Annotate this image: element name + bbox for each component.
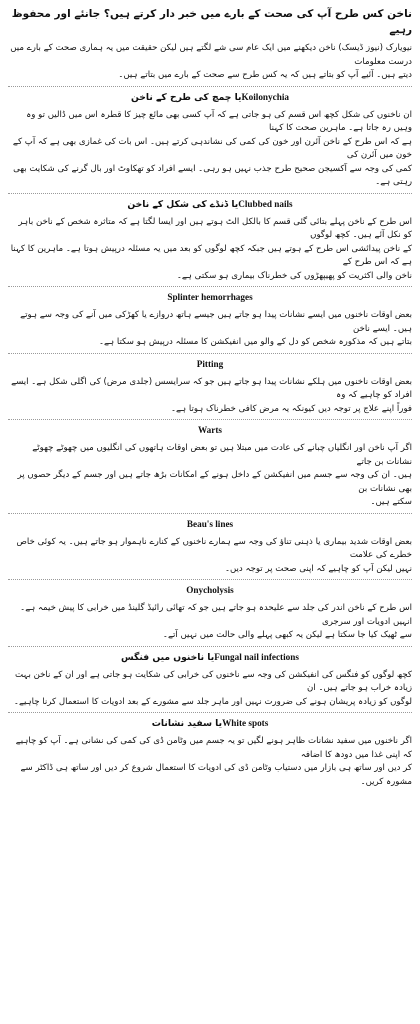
intro-line: نیویارک (نیوز ڈیسک) ناخن دیکھنے میں ایک عام سی شے لگتے ہیں لیکن حقیقت میں یہ ہماری صحت کے بارے میں درست معلومات	[10, 43, 412, 67]
paragraph-line: بعض اوقات ناخنوں میں ہلکے نشانات پیدا ہو جاتے ہیں جو کہ سرایسس (جلدی مرض) کی اگلی شکل ہے۔ ایسے افراد کو چاہیے کہ وہ	[11, 376, 412, 400]
paragraph-line: ہیں۔ ان کی وجہ سے جسم میں انفیکشن کے داخل ہونے کے امکانات بڑھ جاتے ہیں اور جسم کے دیگر حصوں پر بھی نشانات بن	[17, 470, 412, 494]
section-heading	[8, 423, 412, 438]
paragraph-line: فوراً اپنے علاج پر توجہ دیں کیونکہ یہ مرض کافی خطرناک ہوتا ہے۔	[171, 403, 412, 414]
paragraph-line: اس طرح کے ناخن پہلے بتائی گئی قسم کا بالکل الٹ ہوتے ہیں اور ایسا لگتا ہے کہ متاثرہ شخص کے ناخن باہر کو نکل آئے ہیں۔ کچھ لوگوں	[18, 216, 412, 240]
divider	[8, 193, 412, 194]
divider	[8, 353, 412, 354]
section-heading-en: Pitting	[196, 358, 224, 369]
section-heading	[8, 197, 412, 212]
divider	[8, 579, 412, 580]
section-heading	[8, 357, 412, 372]
divider	[8, 712, 412, 713]
section-heading-en: Splinter hemorrhages	[167, 292, 253, 302]
paragraph-line: کچھ لوگوں کو فنگس کی انفیکشن کی وجہ سے ناخنوں کی خرابی کی شکایت ہو جاتی ہے اور ان کے ناخن بہت زیادہ خراب ہو جاتے ہیں۔ ان	[14, 669, 412, 693]
section-heading	[8, 517, 412, 532]
paragraph-line: بتاتے ہیں کہ مذکورہ شخص کو دل کے والو میں انفیکشن کا مسئلہ درپیش ہو سکتا ہے۔	[99, 337, 412, 347]
section-warts	[8, 423, 412, 510]
divider	[8, 513, 412, 514]
section-heading-ur: یا سفید نشانات	[151, 718, 223, 729]
intro-line: دیتے ہیں۔ آئیے آپ کو بتاتے ہیں کہ یہ کس طرح سے صحت کے بارے میں بتاتے ہیں۔	[118, 70, 412, 80]
section-onycholysis	[8, 583, 412, 643]
divider	[8, 419, 412, 420]
section-heading-en: Warts	[198, 425, 222, 435]
paragraph-line: اگر ناخنوں میں سفید نشانات ظاہر ہونے لگیں تو یہ جسم میں وٹامن ڈی کی کمی کی نشانی ہے۔ آپ کو چاہیے کہ اپنی غذا میں دودھ کا اضافہ	[15, 736, 412, 760]
section-heading-ur: یا ڈنڈے کی شکل کے ناخن	[127, 198, 239, 210]
section-pitting	[8, 357, 412, 417]
paragraph-line: بعض اوقات ناخنوں میں ایسے نشانات پیدا ہو جاتے ہیں جیسے ہاتھ دروازے یا کھڑکی میں آنے کی وجہ سے ہوتے ہیں۔ ایسے ناخن	[20, 310, 412, 334]
section-koilonychia	[8, 90, 412, 190]
section-white-spots	[8, 716, 412, 789]
section-heading	[8, 290, 412, 305]
paragraph-line: ان ناخنوں کی شکل کچھ اس قسم کی ہو جاتی ہے کہ آپ کسی بھی مائع چیز کا قطرہ اس میں ڈالیں تو وہ وہیں رہ جاتا ہے۔ ماہرین صحت کا کہنا	[26, 109, 412, 133]
paragraph-line: سکتے ہیں۔	[370, 497, 412, 507]
paragraph-line: اس طرح کے ناخن اندر کی جلد سے علیحدہ ہو جاتے ہیں جو کہ تھائی رائیڈ گلینڈ میں خرابی کا پیش خیمہ ہے۔ انہیں ادویات اور سرجری	[20, 603, 412, 627]
section-heading	[8, 650, 412, 665]
section-splinter-hemorrhages	[8, 290, 412, 350]
paragraph-line: کر دیں اور ساتھ ہی بازار میں دستیاب وٹامن ڈی کی ادویات کا استعمال شروع کر دیں اور ساتھ ہی ڈاکٹر سے مشورہ کریں۔	[20, 763, 412, 787]
section-heading-en: White spots	[222, 718, 269, 728]
divider	[8, 646, 412, 647]
paragraph-line: بعض اوقات شدید بیماری یا ذہنی تناؤ کی وجہ سے ہمارے ناخنوں کے کنارے ناہموار ہو جاتے ہیں۔ یہ کوئی خاص خطرے کی علامت	[16, 536, 412, 560]
article-title: ناخن کس طرح آپ کی صحت کے بارے میں خبر دار کرتے ہیں؟ جانئے اور محفوظ رہیے	[11, 8, 412, 36]
section-heading	[8, 90, 412, 105]
paragraph-line: ناخن والی اکثریت کو پھیپھڑوں کی خطرناک بیماری ہو سکتی ہے۔	[176, 270, 412, 281]
section-beaus-lines	[8, 517, 412, 577]
paragraph-line: کمی کی وجہ سے آکسیجن صحیح طرح جذب نہیں ہو رہی۔ ایسے افراد کو تھکاوٹ اور بال گرنے کی شکایت بھی رہتی ہے۔	[13, 163, 412, 187]
section-heading-en: Onycholysis	[186, 585, 234, 595]
section-heading-ur: یا ناخنوں میں فنگس	[121, 651, 215, 663]
paragraph-line: اگر آپ ناخن اور انگلیاں چبانے کی عادت میں مبتلا ہیں تو بعض اوقات ہاتھوں کی انگلیوں میں چھوٹے چھوٹے نشانات بن جاتے	[32, 443, 412, 467]
paragraph-line: سے ٹھیک کیا جا سکتا ہے لیکن یہ کبھی پہلے والی حالت میں نہیں آتے۔	[162, 630, 412, 640]
section-heading	[8, 716, 412, 731]
paragraph-line: ہے کہ اس طرح کے ناخن آئرن اور خون کی کمی کی نشاندہی کرتے ہیں۔ اس بات کی غمازی بھی ہے کہ آپ کے خون میں آئرن کی	[12, 136, 412, 160]
divider	[8, 86, 412, 87]
paragraph-line: لوگوں کو زیادہ پریشان ہونے کی ضرورت نہیں اور ماہر جلد سے مشورے کے بعد ادویات کا استعمال کرنا چاہیے۔	[13, 696, 412, 707]
divider	[8, 286, 412, 287]
section-clubbed-nails	[8, 197, 412, 284]
section-heading-en: Koilonychia	[241, 91, 289, 102]
section-heading-ur: یا چمچ کی طرح کے ناخن	[131, 91, 242, 103]
section-fungal-nail-infections	[8, 650, 412, 710]
section-heading-en: Fungal nail infections	[214, 651, 299, 662]
section-heading	[8, 583, 412, 598]
paragraph-line: نہیں لیکن آپ کو چاہیے کہ اپنی صحت پر توجہ دیں۔	[224, 563, 412, 574]
section-heading-en: Beau's lines	[186, 518, 234, 529]
section-heading-en: Clubbed nails	[238, 198, 293, 209]
paragraph-line: کے ناخن پیدائشی اس طرح کے ہوتے ہیں جبکہ کچھ لوگوں کو بعد میں یہ مسئلہ درپیش ہوتا ہے۔ ماہرین کا کہنا ہے کہ اس طرح کے	[10, 243, 412, 267]
